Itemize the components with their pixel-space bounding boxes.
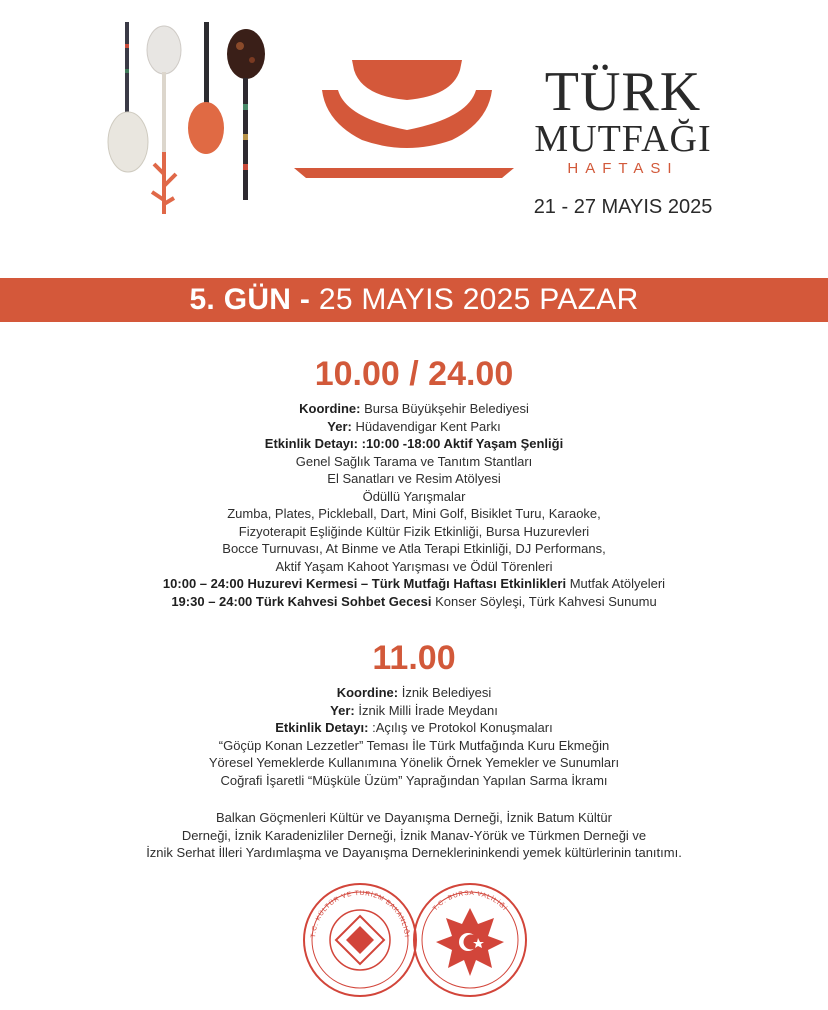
coord-value: İznik Belediyesi [401,685,492,700]
brand-line-1: TÜRK [544,61,702,123]
detail-value: :Açılış ve Protokol Konuşmaları [372,720,553,735]
event-2-line: “Göçüp Konan Lezzetler” Teması İle Türk Mutfağında Kuru Ekmeğin [218,737,610,753]
event-2-line: Coğrafi İşaretli “Müşküle Üzüm” Yaprağından Yapılan Sarma İkramı [220,772,608,788]
event-1-detail [0,435,828,453]
coord-label: Koordine: [336,685,399,700]
event-2-place [0,702,828,720]
event-1-place [0,418,828,436]
brand-line-2: MUTFAĞI [534,118,712,160]
place-value: İznik Milli İrade Meydanı [358,702,498,718]
place-label: Yer: [327,418,352,434]
event-dates: 21 - 27 MAYIS 2025 [533,196,713,218]
event-1-line: Aktif Yaşam Kahoot Yarışması ve Ödül Törenleri [275,558,553,574]
event-2-coordinator [0,684,828,702]
event-2 [0,638,828,862]
event-1-coordinator [0,400,828,418]
banner-date: 25 MAYIS 2025 PAZAR [318,283,639,316]
coffee-rest: Konser Söyleşi, Türk Kahvesi Sunumu [431,593,657,609]
place-label: Yer: [330,702,355,718]
coffee-title: 19:30 – 24:00 Türk Kahvesi Sohbet Gecesi [171,593,432,609]
event-1-line: Genel Sağlık Tarama ve Tanıtım Stantları [295,453,533,469]
banner-day: 5. GÜN - [189,283,311,316]
spoons-illustration [100,14,280,224]
event-2-detail [0,719,828,737]
kermes-title: 10:00 – 24:00 Huzurevi Kermesi – Türk Mutfağı Haftası Etkinlikleri [162,576,567,591]
bowl-logo [292,56,514,180]
event-1-line: El Sanatları ve Resim Atölyesi [327,471,501,486]
official-seals [300,880,530,1000]
association-line: Balkan Göçmenleri Kültür ve Dayanışma Derneği, İznik Batum Kültür [216,810,612,825]
event-2-line: Yöresel Yemeklerde Kullanımına Yönelik Örnek Yemekler ve Sunumları [208,755,620,770]
ministry-seal [304,884,416,996]
brand-line-3: HAFTASI [567,160,679,177]
kermes-rest: Mutfak Atölyeleri [566,576,666,591]
event-1-line: Zumba, Plates, Pickleball, Dart, Mini Golf, Bisiklet Turu, Karaoke, [227,506,601,521]
ministry-seal-text: T.C. KÜLTÜR VE TURİZM BAKANLIĞI [310,889,410,939]
event-1 [0,354,828,610]
association-line: Derneği, İznik Karadenizliler Derneği, İznik Manav-Yörük ve Türkmen Derneği ve [181,827,647,843]
coord-label: Koordine: [299,401,361,416]
event-1-time: 10.00 / 24.00 [314,355,514,393]
association-line: İznik Serhat İlleri Yardımlaşma ve Dayanışma Derneklerininkendi yemek kültürlerinin tanıtımı. [146,845,682,860]
event-2-time: 11.00 [372,639,456,677]
day-banner [0,278,828,322]
event-1-coffee [0,593,828,611]
place-value: Hüdavendigar Kent Parkı [355,418,501,434]
governorship-seal [414,884,526,996]
detail-value: :10:00 -18:00 Aktif Yaşam Şenliği [361,436,564,451]
detail-label: Etkinlik Detayı: [264,436,358,451]
event-1-line: Fizyoterapit Eşliğinde Kültür Fizik Etkinliği, Bursa Huzurevleri [238,523,590,539]
detail-label: Etkinlik Detayı: [275,720,369,735]
brand-title [528,61,718,177]
coord-value: Bursa Büyükşehir Belediyesi [364,401,529,416]
event-1-line: Bocce Turnuvası, At Binme ve Atla Terapi Etkinliği, DJ Performans, [222,541,606,556]
event-1-line: Ödüllü Yarışmalar [362,488,466,504]
event-1-kermes [0,575,828,593]
governorship-seal-text: T.C. BURSA VALİLİĞİ [431,889,509,913]
